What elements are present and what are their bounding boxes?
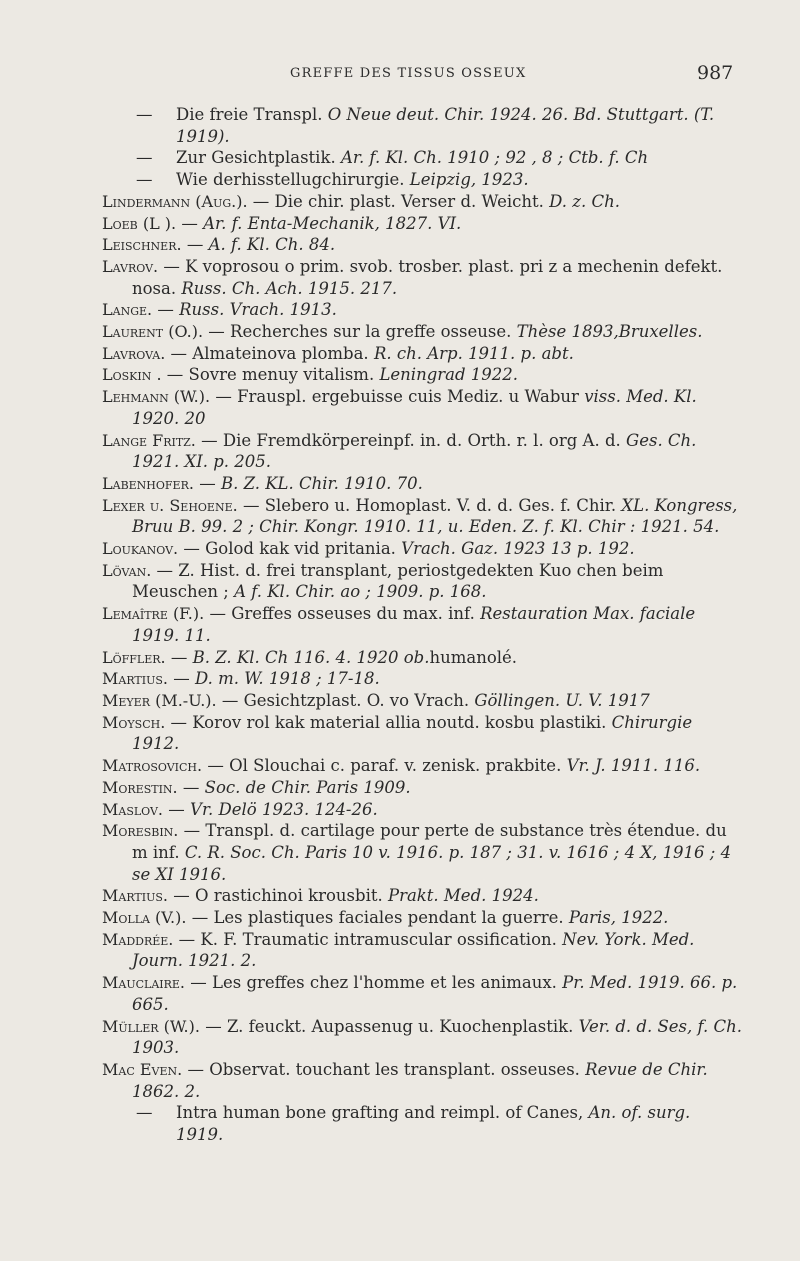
entry-title: — — [177, 777, 205, 797]
running-title: GREFFE DES TISSUS OSSEUX — [290, 66, 527, 81]
entry-source: Leipzig, 1923. — [409, 170, 529, 190]
entry-source: Russ. Vrach. 1913. — [179, 300, 337, 320]
bibliography-entry — [102, 191, 742, 213]
author-name: Lindermann (Aug.). — [102, 191, 248, 211]
entry-source: R. ch. Arp. 1911. p. abt. — [373, 343, 574, 363]
bibliography-entry — [102, 473, 742, 495]
bibliography-entry — [102, 755, 742, 777]
entry-title: — Greffes osseuses du max. inf. — [204, 604, 481, 624]
entry-source: C. R. Soc. Ch. Paris 10 v. 1916. p. 187 ; 31. v. 1616 ; 4 X, 1916 ; 4 se XI 1916. — [132, 842, 732, 884]
author-name: Meyer (M.-U.). — [102, 690, 217, 710]
author-name: Lange Fritz. — [102, 430, 196, 450]
ditto-dash: — — [136, 170, 153, 190]
author-name: Laurent (O.). — [102, 322, 204, 342]
entry-title: — K voprosou o prim. svob. trosber. plast. pri z a mechenin defekt. nosa. — [132, 256, 723, 298]
bibliography-entry — [102, 690, 742, 712]
author-name: Mac Even. — [102, 1059, 183, 1079]
author-name: Lehmann (W.). — [102, 387, 211, 407]
entry-source: Thèse 1893,Bruxelles. — [516, 322, 703, 342]
bibliography-entry — [102, 1102, 742, 1145]
bibliography-entry — [102, 234, 742, 256]
entry-source: A f. Kl. Chir. ao ; 1909. p. 168. — [234, 582, 487, 602]
entry-title: — Les plastiques faciales pendant la guerre. — [186, 908, 569, 928]
entry-title: — — [176, 213, 204, 233]
bibliography-entry — [102, 343, 742, 365]
entry-source: Ges. Ch. 1921. XI. p. 205. — [132, 430, 697, 472]
entry-title: Die freie Transpl. — [176, 105, 328, 124]
bibliography-entry — [102, 972, 742, 1015]
author-name: Lavrov. — [102, 256, 159, 276]
bibliography-entry — [102, 1016, 742, 1059]
author-name: Moresbin. — [102, 821, 179, 841]
entry-source: XL. Kongress, Bruu B. 99. 2 ; Chir. Kongr. 1910. 11, u. Eden. Z. f. Kl. Chir : 1921. 54. — [132, 495, 738, 537]
author-name: Lavrova. — [102, 343, 166, 363]
entry-source: Vr. Delö 1923. 124-26. — [190, 799, 378, 819]
bibliography-entry — [102, 712, 742, 755]
page-number: 987 — [697, 62, 734, 84]
entry-source: Ver. d. d. Ses, f. Ch. 1903. — [132, 1016, 742, 1058]
bibliography-entry — [102, 495, 742, 538]
author-name: Martius. — [102, 669, 168, 689]
entry-source: Vrach. Gaz. 1923 13 p. 192. — [401, 539, 635, 559]
author-name: Moysch. — [102, 712, 166, 732]
entry-title: — Observat. touchant les transplant. osseuses. — [182, 1059, 586, 1079]
entry-title: — Korov rol kak material allia noutd. kosbu plastiki. — [165, 712, 612, 732]
author-name: Lemaître (F.). — [102, 604, 205, 624]
entry-title: — Almateinova plomba. — [165, 343, 374, 363]
entry-title: — Die chir. plast. Verser d. Weicht. — [247, 191, 550, 211]
bibliography-entry — [102, 907, 742, 929]
page-header — [0, 62, 800, 90]
author-name: Matrosovich. — [102, 756, 203, 776]
author-name: Lange. — [102, 300, 153, 320]
entry-title: — Slebero u. Homoplast. V. d. d. Ges. f. Chir. — [237, 495, 622, 515]
entry-source: D. m. W. 1918 ; 17-18. — [195, 669, 380, 689]
bibliography-entry — [102, 560, 742, 603]
author-name: Maslov. — [102, 799, 164, 819]
entry-source: A. f. Kl. Ch. 84. — [208, 235, 336, 255]
entry-title: — Die Fremdkörpereinpf. in. d. Orth. r. l. org A. d. — [195, 430, 627, 450]
author-name: Labenhofer. — [102, 473, 194, 493]
entry-title: — Sovre menuy vitalism. — [161, 365, 380, 385]
author-name: Leischner. — [102, 235, 182, 255]
entry-source: Nev. York. Med. Journ. 1921. 2. — [132, 929, 695, 971]
author-name: Morestin. — [102, 777, 178, 797]
entry-title: — — [165, 647, 193, 667]
bibliography-entry — [102, 364, 742, 386]
entry-source: Revue de Chir. 1862. 2. — [132, 1059, 708, 1101]
entry-source: Göllingen. U. V. 1917 — [474, 690, 650, 710]
author-name: Molla (V.). — [102, 908, 187, 928]
entry-title: — — [193, 473, 221, 493]
entry-title: — — [168, 669, 195, 689]
author-name: Loskin . — [102, 365, 162, 385]
bibliography-entry — [102, 299, 742, 321]
entry-source: Ar. f. Enta-Mechanik, 1827. VI. — [203, 213, 462, 233]
bibliography-entry — [102, 929, 742, 972]
author-name: Loukanov. — [102, 539, 179, 559]
entry-source: O Neue deut. Chir. 1924. 26. Bd. Stuttgart. (T. 1919). — [176, 105, 715, 146]
bibliography-entry — [102, 147, 742, 169]
entry-title: — Z. feuckt. Aupassenug u. Kuochenplastik. — [199, 1016, 579, 1036]
bibliography-entry — [102, 256, 742, 299]
entry-title: — O rastichinoi krousbit. — [168, 886, 388, 906]
entry-title: — Gesichtzplast. O. vo Vrach. — [216, 690, 475, 710]
entry-title: — Transpl. d. cartilage pour perte de substance très étendue. du m inf. — [132, 821, 727, 862]
entry-source: viss. Med. Kl. 1920. 20 — [132, 387, 697, 428]
entry-title: — Les greffes chez l'homme et les animaux. — [185, 973, 563, 993]
entry-source: B. Z. Kl. Ch 116. 4. 1920 ob. — [192, 647, 430, 667]
entry-source: Restauration Max. faciale 1919. 11. — [132, 604, 696, 645]
bibliography-entry — [102, 213, 742, 235]
bibliography-entry — [102, 668, 742, 690]
entry-source: B. Z. KL. Chir. 1910. 70. — [220, 473, 423, 493]
bibliography-entry — [102, 885, 742, 907]
entry-source: Vr. J. 1911. 116. — [566, 756, 701, 776]
author-name: Martius. — [102, 886, 168, 906]
bibliography-entry — [102, 647, 742, 669]
bibliography-entry — [102, 799, 742, 821]
entry-source: An. of. surg. 1919. — [176, 1103, 691, 1145]
entry-source: Paris, 1922. — [568, 908, 669, 928]
entry-source: D. z. Ch. — [549, 191, 620, 211]
entry-title: — — [152, 300, 180, 320]
author-name: Loeb (L ). — [102, 213, 177, 233]
author-name: Lexer u. Sehoene. — [102, 495, 238, 515]
bibliography-list — [102, 104, 742, 1146]
entry-source: Prakt. Med. 1924. — [387, 886, 539, 906]
entry-note: humanolé. — [429, 647, 518, 667]
entry-title: — Ol Slouchai c. paraf. v. zenisk. prakbite. — [202, 756, 567, 776]
entry-source: Pr. Med. 1919. 66. p. 665. — [132, 973, 738, 1014]
bibliography-entry — [102, 430, 742, 473]
entry-title: — K. F. Traumatic intramuscular ossification. — [173, 929, 563, 949]
entry-title: Zur Gesichtplastik. — [176, 148, 341, 168]
ditto-dash: — — [136, 1103, 153, 1123]
bibliography-entry — [102, 386, 742, 429]
entry-title: — Recherches sur la greffe osseuse. — [203, 322, 517, 342]
author-name: Lövan. — [102, 560, 152, 580]
author-name: Maddrée. — [102, 929, 174, 949]
entry-title: — Frauspl. ergebuisse cuis Mediz. u Wabur — [210, 387, 585, 407]
entry-title: — — [163, 799, 191, 819]
entry-source: Russ. Ch. Ach. 1915. 217. — [181, 278, 398, 298]
entry-title: Intra human bone grafting and reimpl. of Canes, — [176, 1103, 589, 1123]
author-name: Müller (W.). — [102, 1016, 200, 1036]
entry-source: Ar. f. Kl. Ch. 1910 ; 92 , 8 ; Ctb. f. Ch — [340, 148, 649, 168]
bibliography-entry — [102, 104, 742, 147]
entry-title: — — [181, 235, 209, 255]
bibliography-entry — [102, 169, 742, 191]
ditto-dash: — — [136, 105, 153, 124]
author-name: Mauclaire. — [102, 973, 186, 993]
entry-title: — Z. Hist. d. frei transplant, periostgedekten Kuo chen beim Meuschen ; — [132, 560, 664, 602]
bibliography-entry — [102, 321, 742, 343]
bibliography-entry — [102, 777, 742, 799]
entry-title: — Golod kak vid pritania. — [178, 539, 402, 559]
bibliography-entry — [102, 1059, 742, 1102]
bibliography-entry — [102, 603, 742, 646]
ditto-dash: — — [136, 148, 153, 168]
entry-source: Leningrad 1922. — [379, 365, 519, 385]
bibliography-entry — [102, 820, 742, 885]
entry-source: Soc. de Chir. Paris 1909. — [204, 777, 411, 797]
author-name: Löffler. — [102, 647, 166, 667]
entry-source: Chirurgie 1912. — [132, 712, 693, 754]
entry-title: Wie derhisstellugchirurgie. — [176, 170, 410, 190]
bibliography-entry — [102, 538, 742, 560]
